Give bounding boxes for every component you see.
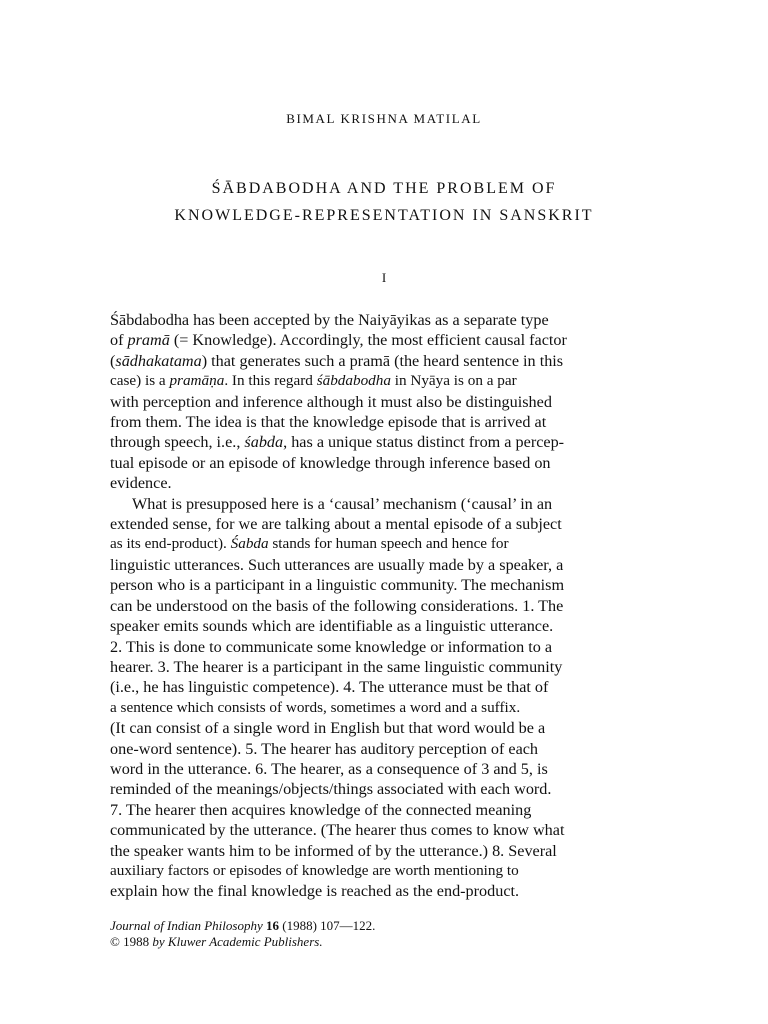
body-line bbox=[110, 861, 670, 881]
body-line bbox=[110, 453, 670, 473]
body-line bbox=[110, 779, 670, 799]
body-text-segment: tual episode or an episode of knowledge through inference based on bbox=[110, 453, 551, 472]
body-text-segment: (i.e., he has linguistic competence). 4. The utterance must be that of bbox=[110, 678, 549, 697]
body-line bbox=[110, 351, 670, 371]
italic-term: sādhakatama bbox=[115, 351, 202, 370]
body-text-segment: What is presupposed here is a ‘causal’ mechanism (‘causal’ in an bbox=[132, 494, 553, 513]
body-text-segment: person who is a participant in a linguistic community. The mechanism bbox=[110, 576, 565, 595]
body-line bbox=[110, 759, 670, 779]
body-text-segment: as its end-product). bbox=[110, 535, 231, 553]
section-number: I bbox=[381, 270, 387, 285]
body-text-segment: with perception and inference although it must also be distinguished bbox=[110, 392, 552, 411]
italic-term: pramāṇa bbox=[169, 372, 225, 390]
copyright-year: 1988 bbox=[123, 934, 150, 949]
body-text-segment: hearer. 3. The hearer is a participant in the same linguistic community bbox=[110, 657, 563, 676]
article-title bbox=[0, 175, 768, 229]
journal-name: Journal of Indian Philosophy bbox=[110, 918, 263, 933]
citation-footer bbox=[110, 918, 375, 950]
italic-term: śabda bbox=[244, 433, 284, 452]
body-text-segment: (= Knowledge). Accordingly, the most efficient causal factor bbox=[169, 331, 567, 350]
body-line bbox=[110, 473, 670, 493]
body-text-segment: word in the utterance. 6. The hearer, as a consequence of 3 and 5, is bbox=[110, 759, 548, 778]
body-text-segment: extended sense, for we are talking about a mental episode of a subject bbox=[110, 515, 562, 534]
body-text-segment: case) is a bbox=[110, 372, 170, 390]
publisher-name: by Kluwer Academic Publishers. bbox=[152, 934, 323, 949]
body-text-segment: the speaker wants him to be informed of by the utterance.) 8. Several bbox=[110, 841, 557, 860]
body-text-segment: , has a unique status distinct from a percep- bbox=[283, 433, 565, 452]
body-text-segment: from them. The idea is that the knowledge episode that is arrived at bbox=[110, 413, 547, 432]
body-line bbox=[110, 412, 670, 432]
italic-term: pramā bbox=[127, 331, 170, 350]
body-text-segment: one-word sentence). 5. The hearer has auditory perception of each bbox=[110, 739, 539, 758]
body-text-segment: of bbox=[110, 331, 128, 350]
body-text-segment: communicated by the utterance. (The hearer thus comes to know what bbox=[110, 821, 565, 840]
body-text-segment: Śābdabodha has been accepted by the Naiyāyikas as a separate type bbox=[110, 311, 549, 329]
body-text-segment: ( bbox=[110, 351, 116, 370]
body-line bbox=[110, 534, 670, 554]
citation-line bbox=[110, 918, 375, 934]
body-line bbox=[110, 800, 670, 820]
italic-term: śābdabodha bbox=[316, 372, 391, 390]
body-text-segment: linguistic utterances. Such utterances are usually made by a speaker, a bbox=[110, 555, 564, 574]
body-text-segment: . In this regard bbox=[224, 372, 317, 390]
body-text-segment: a sentence which consists of words, sometimes a word and a suffix. bbox=[110, 698, 521, 716]
body-text-segment: evidence. bbox=[110, 474, 172, 493]
body-line bbox=[110, 718, 670, 738]
body-line bbox=[110, 310, 670, 330]
body-text-segment: reminded of the meanings/objects/things associated with each word. bbox=[110, 780, 552, 799]
body-text-segment: 2. This is done to communicate some knowledge or information to a bbox=[110, 637, 553, 656]
body-line bbox=[110, 698, 670, 718]
title-line-1: ŚĀBDABODHA AND THE PROBLEM OF bbox=[211, 180, 557, 197]
italic-term: Śabda bbox=[230, 535, 269, 553]
copyright-line bbox=[110, 934, 375, 950]
body-line bbox=[110, 392, 670, 412]
body-text-segment: speaker emits sounds which are identifiable as a linguistic utterance. bbox=[110, 617, 554, 636]
body-text bbox=[110, 310, 670, 902]
body-line bbox=[110, 820, 670, 840]
body-line bbox=[110, 841, 670, 861]
body-text-segment: can be understood on the basis of the following considerations. 1. The bbox=[110, 596, 564, 615]
body-line bbox=[110, 637, 670, 657]
body-line bbox=[110, 330, 670, 350]
body-line bbox=[110, 677, 670, 697]
journal-year-pages: (1988) 107—122. bbox=[282, 918, 376, 933]
body-text-segment: auxiliary factors or episodes of knowledge are worth mentioning to bbox=[110, 861, 519, 879]
body-line bbox=[110, 616, 670, 636]
body-text-segment: stands for human speech and hence for bbox=[268, 535, 509, 553]
body-line bbox=[110, 555, 670, 575]
body-line bbox=[110, 739, 670, 759]
author-name: BIMAL KRISHNA MATILAL bbox=[286, 111, 482, 126]
copyright-symbol: © bbox=[110, 934, 120, 949]
body-text-segment: through speech, i.e., bbox=[110, 433, 245, 452]
body-text-segment: explain how the final knowledge is reached as the end-product. bbox=[110, 882, 520, 901]
body-text-segment: 7. The hearer then acquires knowledge of the connected meaning bbox=[110, 800, 532, 819]
body-text-segment: ) that generates such a pramā (the heard sentence in this bbox=[201, 351, 564, 370]
body-text-segment: in Nyāya is on a par bbox=[390, 372, 517, 390]
body-text-segment: (It can consist of a single word in English but that word would be a bbox=[110, 719, 546, 738]
body-line bbox=[110, 881, 670, 901]
body-line bbox=[110, 371, 670, 391]
body-line bbox=[110, 432, 670, 452]
body-line bbox=[110, 514, 670, 534]
body-line bbox=[110, 575, 670, 595]
body-line bbox=[110, 596, 670, 616]
body-line bbox=[110, 657, 670, 677]
title-line-2: KNOWLEDGE-REPRESENTATION IN SANSKRIT bbox=[174, 207, 594, 224]
body-line bbox=[110, 494, 670, 514]
journal-volume: 16 bbox=[266, 918, 279, 933]
